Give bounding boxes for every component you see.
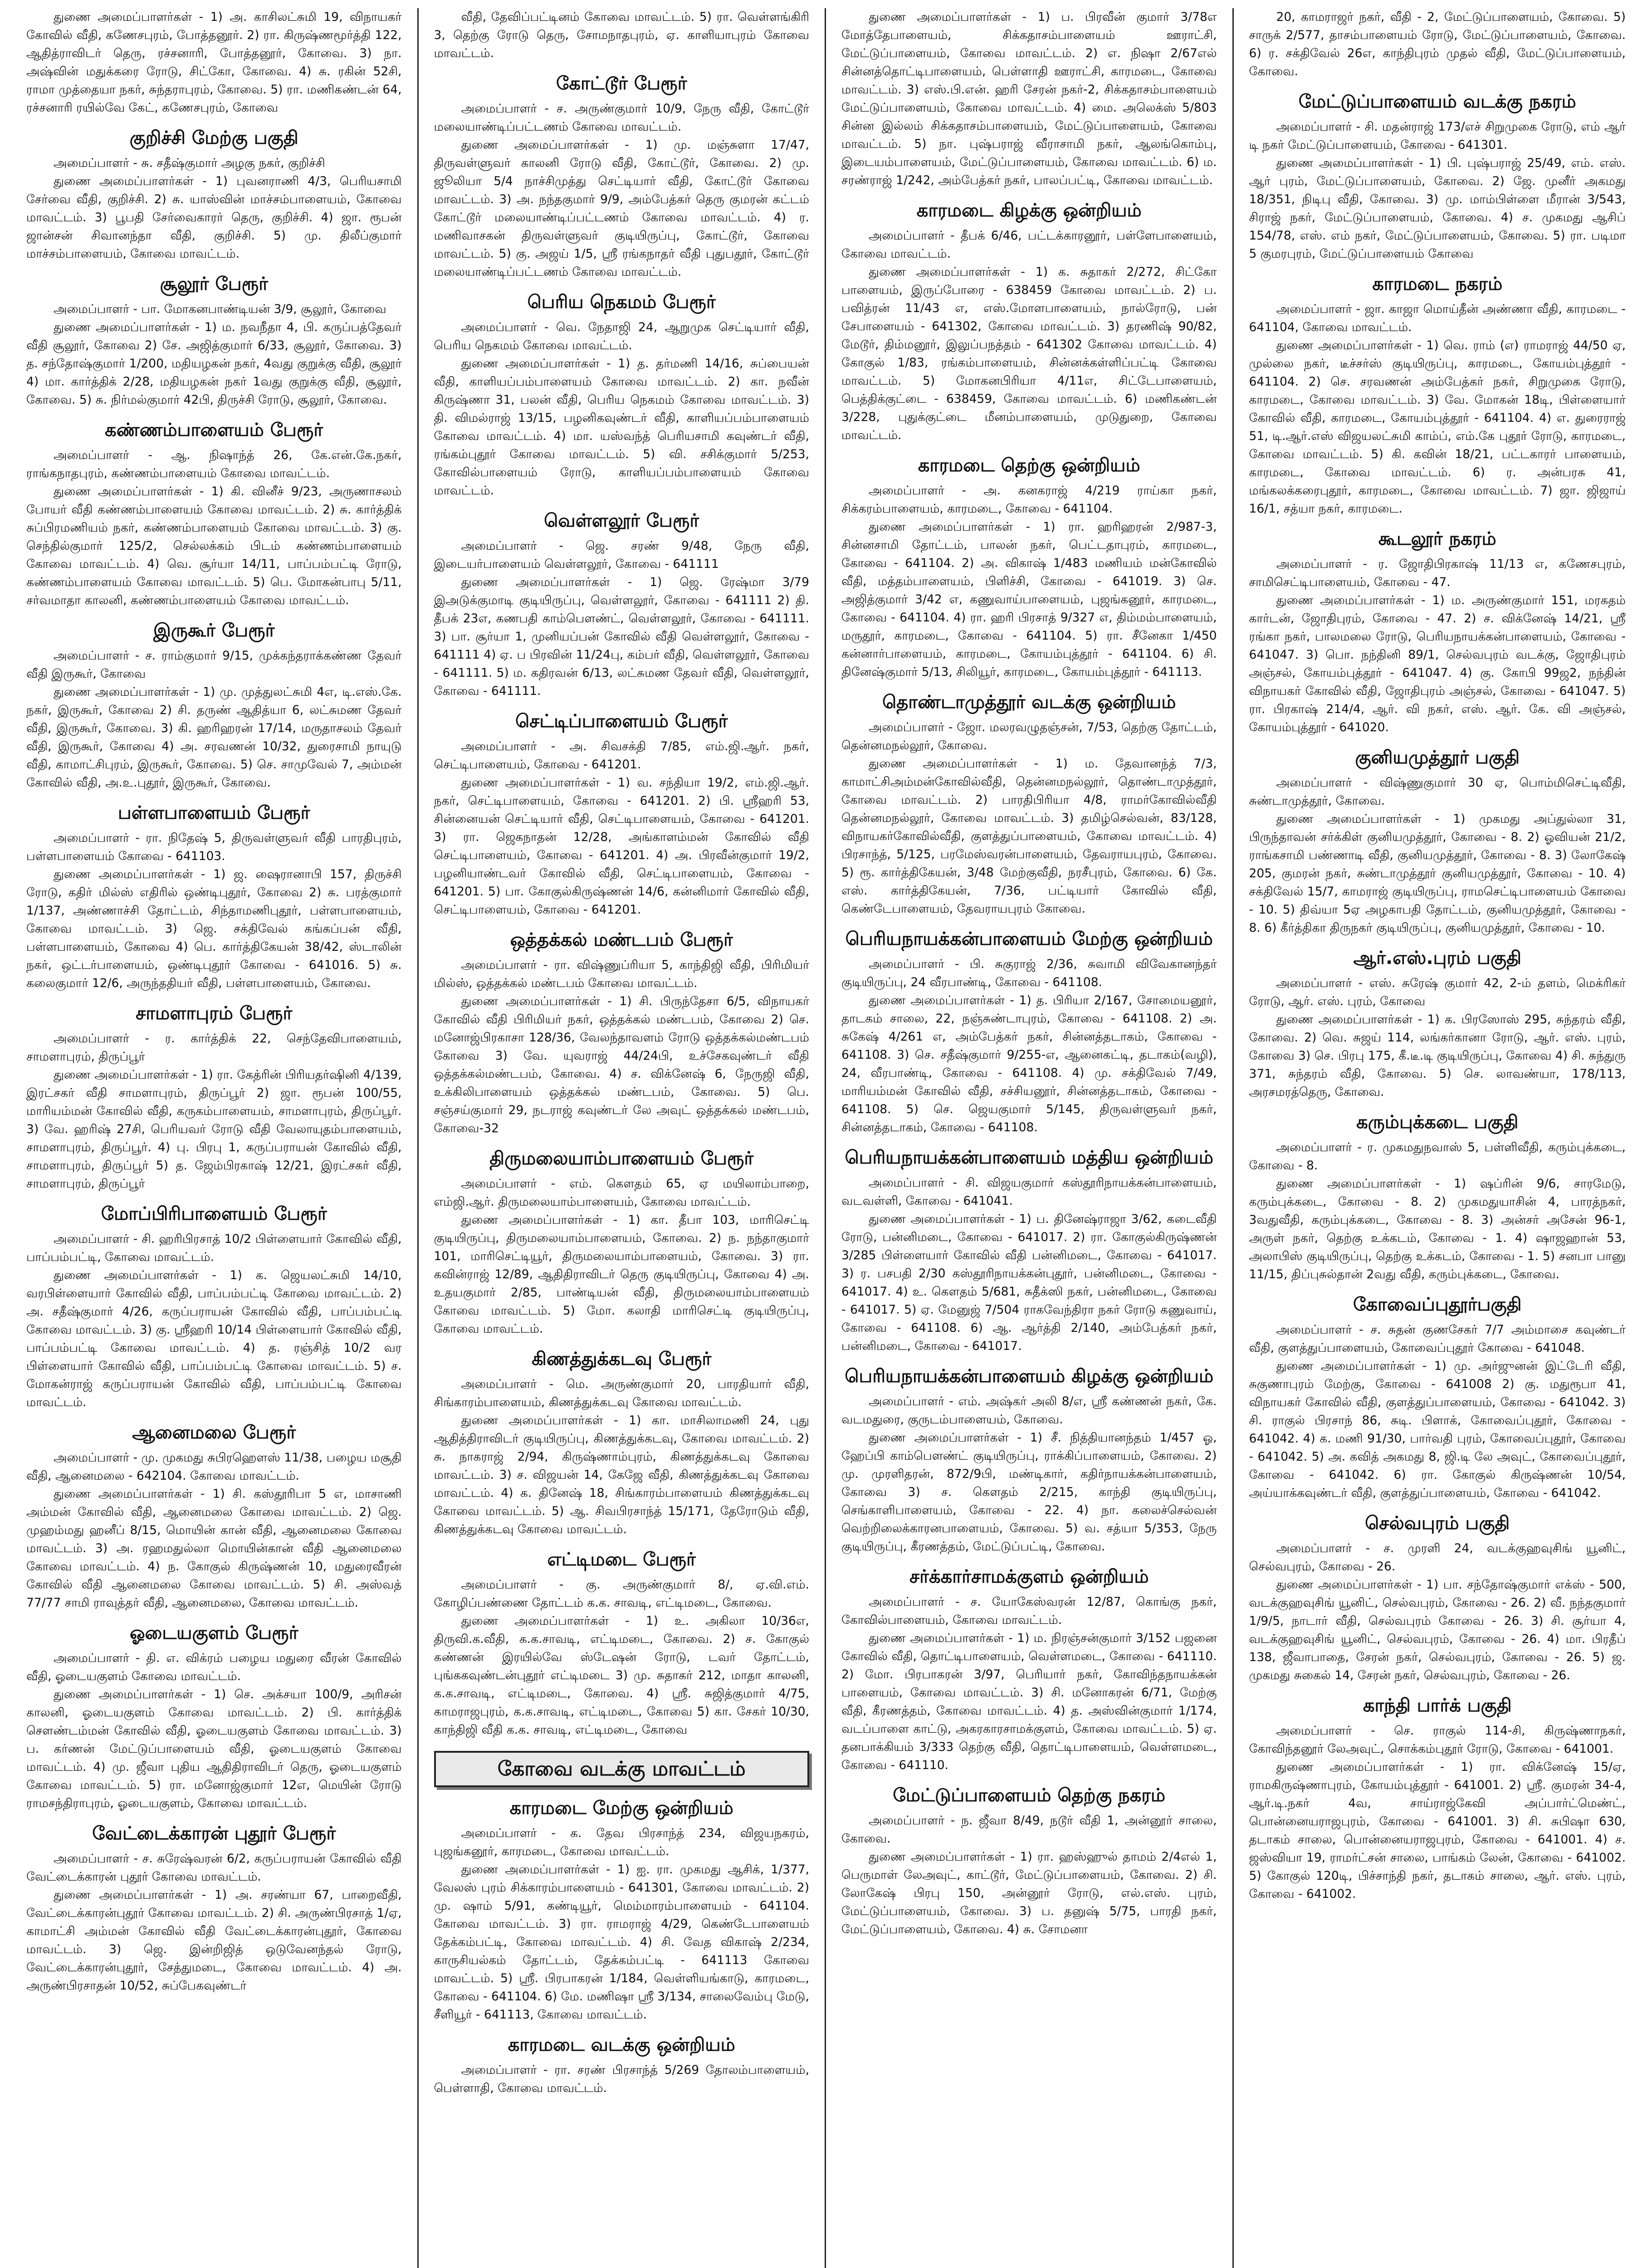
section-title: செல்வபுரம் பகுதி (1365, 1513, 1510, 1534)
paragraph: துணை அமைப்பாளர்கள் - 1) சி. கஸ்தூரிபா 5 எ, மாசாணி அம்மன் கோவில் வீதி, ஆனைமலை கோவை மாவட்டம். 2) ஜெ. முஹம்மது ஹனீப் 8/15, மொயின் கான் வீதி, ஆனைமலை கோவை மாவட்டம். 3) அ. ரஹமதுல்லா மொயின்கான் வீதி ஆனைமலை கோவை மாவட்டம். 4) ந. கோகுல் கிருஷ்ணன் 10, மதுரைவீரன் கோவில் வீதி ஆனைமலை கோவை மாவட்டம். 5) சி. அஸ்வத் 77/77 சாமி ராவுத்தர் வீதி, ஆனைமலை, கோவை மாவட்டம். (26, 1487, 402, 1610)
paragraph: துணை அமைப்பாளர்கள் - 1) செ. அக்சயா 100/9, அரிசன் காலனி, ஓடையகுளம் கோவை மாவட்டம். 2) பி. கார்த்திக் சௌண்டம்மன் கோவில் வீதி, ஓடையகுளம் கோவை மாவட்டம். 3) ப. கர்ணன் மேட்டுப்பாளையம் வீதி, ஓடையகுளம் கோவை மாவட்டம். 4) மு. ஜீவா புதிய ஆதிதிராவிடர் தெரு, ஓடையகுளம் கோவை மாவட்டம். 5) ரா. மனோஜ்குமார் 12எ, மெயின் ரோடு ராமசந்திராபுரம், ஓடையகுளம், கோவை மாவட்டம். (26, 1687, 402, 1810)
paragraph: அமைப்பாளர் - சி. ஹரிபிரசாத் 10/2 பிள்ளையார் கோவில் வீதி, பாப்பம்பட்டி, கோவை மாவட்டம். (26, 1232, 402, 1264)
section-title: காரமடை தெற்கு ஒன்றியம் (918, 455, 1140, 476)
paragraph: துணை அமைப்பாளர்கள் - 1) ஐ. ரா. முகமது ஆசிக், 1/377, வேலஸ் புரம் சிக்காரம்பாளையம் - 641301, கோவை மாவட்டம். 2) மு. ஷாம் 5/91, கண்டியூர், மெம்மாரம்பாளையம் - 641104. கோவை மாவட்டம். 3) ரா. ராமராஜ் 4/29, கெண்டேபாளையம் தேக்கம்பட்டி, கோவை மாவட்டம். 4) சி. வேத விகாஷ் 2/234, காருசியல்கம் தோட்டம், தேக்கம்பட்டி - 641113 கோவை மாவட்டம். 5) ஸ்ரீ. பிரபாகரன் 1/184, வெள்ளியங்காடு, காரமடை, கோவை - 641104. 6) மே. மணிஷா ஸ்ரீ 3/134, சாலைவேம்பு மேடு, சீளியூர் - 641113, கோவை மாவட்டம். (434, 1862, 809, 2022)
section-title: மேட்டுப்பாளையம் தெற்கு நகரம் (893, 1785, 1166, 1806)
section-title: செட்டிப்பாளையம் பேரூர் (515, 711, 728, 732)
paragraph: துணை அமைப்பாளர்கள் - 1) ரா. கேத்ரின் பிரியதர்ஷினி 4/139, இரட்சகர் வீதி சாமளாபுரம், திருப்பூர் 2) ஜா. ரூபன் 100/55, மாரியம்மன் கோவில் வீதி, கருகம்பாளையம், சாமளாபுரம், திருப்பூர். 3) வே. ஹரிஷ் 27சி, பெரியவர் ரோடு வீதி வேலாயுதம்பாளையம், சாமளாபுரம், திருப்பூர். 4) பு. பிரபு 1, கருப்பராயன் கோவில் வீதி, சாமளாபுரம், திருப்பூர் 5) த. ஜேம்பிரகாஷ் 12/21, இரட்சகர் வீதி, சாமளாபுரம், திருப்பூர் (26, 1068, 402, 1191)
section-title: ஆர்.எஸ்.புரம் பகுதி (1353, 948, 1521, 968)
paragraph: அமைப்பாளர் - ஜா. காஜா மொய்தீன் அண்ணா வீதி, காரமடை - 641104, கோவை மாவட்டம். (1249, 302, 1626, 334)
paragraph: துணை அமைப்பாளர்கள் - 1) அ. சரண்யா 67, பாறைவீதி, வேட்டைக்காரன்புதூர் கோவை மாவட்டம். 2) சி. அருண்பிரசாத் 1/ஏ, காமாட்சி அம்மன் கோவில் வீதி வேட்டைக்காரன்புதூர், கோவை மாவட்டம். 3) ஜெ. இன்றிஜித் ஒடுவேனந்தல் ரோடு, வேட்டைக்காரன்புதூர், சேத்துமடை, கோவை மாவட்டம். 4) அ. அருண்பிரசாதன் 10/52, சுப்பேகவுண்டர் (26, 1888, 402, 1993)
paragraph: துணை அமைப்பாளர்கள் - 1) சீ. நித்தியானந்தம் 1/457 ஓ, ஹேப்பி காம்பௌண்ட் குடியிருப்பு, ராக்கிப்பாளையம், கோவை. 2) மு. முரளிதரன், 872/9பி, மண்டிகார், கதிர்நாயக்கன்பாளையம், கோவை 3) ச. கௌதம் 2/215, காந்தி குடியிருப்பு, செங்காளிபாளையம், கோவை - 22. 4) நா. கலைச்செல்வன் வெற்றிலைக்காரனபாளையம், கோவை. 5) வ. சத்யா 5/353, நேரு குடியிருப்பு, கீரணத்தம், மேட்டுப்பட்டி, கோவை. (841, 1431, 1217, 1554)
section-title: சர்க்கார்சாமக்குளம் ஒன்றியம் (909, 1566, 1149, 1587)
column-3 (826, 8, 1234, 2268)
paragraph: 20, காமராஜர் நகர், வீதி - 2, மேட்டுப்பாளையம், கோவை. 5) சாருக் 2/577, தாசம்பாளையம் ரோடு, மேட்டுப்பாளையம், கோவை. 6) ர. சக்திவேல் 26எ, காந்திபுரம் முதல் வீதி, மேட்டுப்பாளையம், கோவை. (1249, 10, 1626, 78)
section-title: தொண்டாமுத்தூர் வடக்கு ஒன்றியம் (882, 692, 1176, 713)
paragraph: அமைப்பாளர் - சி. விஜயகுமார் கஸ்தூரிநாயக்கன்பாளையம், வடவள்ளி, கோவை - 641041. (841, 1176, 1217, 1208)
paragraph: துணை அமைப்பாளர்கள் - 1) மு. அர்ஜுனன் இட்டேரி வீதி, சுகுணாபுரம் மேற்கு, கோவை - 641008 2) கு. மதுரூபா 41, விநாயகர் கோவில் வீதி, குளத்துப்பாளையம், கோவை - 641042. 3) சி. ராகுல் பிரசாந் 86, சுடி. பிளாக், கோவைப்புதூர், கோவை - 641042. 4) க. மணி 91/30, பார்வதி புரம், கோவைப்புதூர், கோவை - 641042. 5) அ. கவித் அகமது 8, ஜி.டி லே அவுட், கோவைப்புதூர், கோவை - 641042. 6) ரா. கோகுல் கிருஷ்ணன் 10/54, அய்யாக்கவுண்டர் வீதி, குளத்துப்பாளையம், கோவை - 641042. (1249, 1359, 1626, 1500)
paragraph: துணை அமைப்பாளர்கள் - 1) கி. வினீச் 9/23, அருணாசலம் போயர் வீதி கண்ணம்பாளையம் கோவை மாவட்டம். 2) சு. கார்த்திக் சுப்பிரமணியம் நகர், கண்ணம்பாளையம் கோவை மாவட்டம். 3) கு. செந்தில்குமார் 125/2, செல்லக்கம் பிடம் கண்ணம்பாளையம் கோவை மாவட்டம். 4) வெ. சூர்யா 14/11, பாப்பம்பட்டி ரோடு, கண்ணம்பாளையம் கோவை மாவட்டம். 5) பெ. மோகன்பாபு 5/11, சர்வமாதா காலனி, கண்ணம்பாளையம் கோவை மாவட்டம். (26, 484, 402, 607)
paragraph: அமைப்பாளர் - ரா. சரண் பிரசாந்த் 5/269 தோலம்பாளையம், பெள்ளாதி, கோவை மாவட்டம். (434, 2063, 809, 2095)
paragraph: துணை அமைப்பாளர்கள் - 1) த. பிரியா 2/167, சோமையனூர், தாடகம் சாலை, 22, நஞ்சுண்டாபுரம், கோவை - 641108. 2) அ. சுகேஷ் 4/261 எ, அம்பேத்கர் நகர், சின்னத்தடாகம், கோவை - 641108. 3) செ. சதீஷ்குமார் 9/255-எ, ஆனைகட்டி, தடாகம்(வழி), 24, வீரபாண்டி, கோவை - 641108. 4) மு. சக்திவேல் 7/49, மாரியம்மன் கோவில் வீதி, சச்சியனூர், சின்னத்தடாகம், கோவை - 641108. 5) செ. ஜெயகுமார் 5/145, திருவள்ளுவர் நகர், சின்னத்தடாகம், கோவை - 641108. (841, 993, 1217, 1134)
paragraph: துணை அமைப்பாளர்கள் - 1) ரா. விக்னேஷ் 15/ஏ, ராமகிருஷ்ணாபுரம், கோயம்புத்தூர் - 641001. 2) ஸ்ரீ. குமரன் 34-4, ஆர்.டி.நகர் 4வ, சாய்ராஜ்கேவி அப்பார்ட்மெண்ட், பொன்னையராஜபுரம், கோவை - 641001. 3) சி. சுபிஷா 630, தடாகம் சாலை, பொன்னையராஜபுரம், கோவை - 641001. 4) ச. ஜஸ்வியா 19, ராமர்ட்சன் சாலை, பாங்கம் லேன், கோவை - 641002. 5) கோகுல் 120டி, பிச்சாந்தி நகர், தடாகம் சாலை, ஆர். எஸ். புரம், கோவை - 641002. (1249, 1760, 1626, 1901)
section-title: கரும்புக்கடை பகுதி (1356, 1112, 1519, 1133)
section-title: சூலூர் பேரூர் (160, 274, 269, 294)
paragraph: துணை அமைப்பாளர்கள் - 1) ரா. ஹஸ்ஹுல் தாமம் 2/4எல் 1, பெருமாள் லேஅவுட், காட்டூர், மேட்டுப்பாளையம், கோவை. 2) சி. லோகேஷ் பிரபு 150, அன்னூர் ரோடு, எல்.எஸ். புரம், மேட்டுப்பாளையம், கோவை. 3) ப. தனுஷ் 5/75, பாரதி நகர், மேட்டுப்பாளையம், கோவை. 4) சு. சோமனா (841, 1850, 1217, 1936)
section-title: பெரியநாயக்கன்பாளையம் மேற்கு ஒன்றியம் (845, 929, 1213, 949)
paragraph: துணை அமைப்பாளர்கள் - 1) கா. மாசிலாமணி 24, புது ஆதித்திராவிடர் குடியிருப்பு, கிணத்துக்கடவு, கோவை மாவட்டம். 2) சு. நாகராஜ் 2/94, கிருஷ்ணாம்புரம், கிணத்துக்கடவு கோவை மாவட்டம். 3) ச. விஜயன் 14, கேஜே வீதி, கிணத்துக்கடவு கோவை மாவட்டம். 4) க. தினேஷ் 18, சிங்காரம்பாளையம் கிணத்துக்கடவு கோவை மாவட்டம். 5) ஆ. சிவபிரசாந்த் 15/171, தேரோடும் வீதி, கிணத்துக்கடவு கோவை மாவட்டம். (434, 1413, 809, 1536)
paragraph: துணை அமைப்பாளர்கள் - 1) ரா. ஹரிஹரன் 2/987-3, சின்னசாமி தோட்டம், பாலன் நகர், பெட்டதாபுரம், காரமடை, கோவை - 641104. 2) அ. விகாஷ் 1/483 மணியம் மன்கோவில் வீதி, மத்தம்பாளையம், பிளிச்சி, கோவை - 641019. 3) செ. அஜித்குமார் 3/42 எ, கணுவாய்பாளையம், புஜங்கனூர், காரமடை, கோவை - 641104. 4) ரா. ஹரி பிரசாத் 9/327 எ, திம்மம்பாளையம், மருதூர், காரமடை, கோவை - 641104. 5) ரா. சீனேகா 1/450 கன்னார்பாளையம், காரமடை, கோயம்புத்தூர் - 641104. 6) சி. தினேஷ்குமார் 5/13, சிலியூர், காரமடை, கோயம்புத்தூர் - 641113. (841, 520, 1217, 679)
section-title: பெரியநாயக்கன்பாளையம் கிழக்கு ஒன்றியம் (845, 1366, 1214, 1387)
paragraph: துணை அமைப்பாளர்கள் - 1) வ. சந்தியா 19/2, எம்.ஜி.ஆர். நகர், செட்டிபாளையம், கோவை - 641201. 2) பி. ஸ்ரீஹரி 53, சின்னையன் செட்டியார் வீதி, செட்டிபாளையம், கோவை - 641201. 3) ரா. ஜெகநாதன் 12/28, அங்காளம்மன் கோவில் வீதி செட்டிபாளையம், கோவை - 641201. 4) அ. பிரவீன்குமார் 19/2, பழனியாண்டவர் கோவில் வீதி, செட்டிபாளையம், கோவை - 641201. 5) பா. கோகுல்கிருஷ்ணன் 14/6, கன்னிமார் கோவில் வீதி, செட்டிபாளையம், கோவை - 641201. (434, 776, 809, 917)
paragraph: அமைப்பாளர் - கு. அருண்குமார் 8/, ஏ.வி.எம். கோழிப்பண்ணை தோட்டம் க.க. சாவடி, எட்டிமடை, கோவை. (434, 1578, 809, 1610)
paragraph: துணை அமைப்பாளர்கள் - 1) மு. முத்துலட்சுமி 4எ, டி.எஸ்.கே. நகர், இருகூர், கோவை 2) சி. தருண் ஆதித்யா 6, லட்சுமண தேவர் வீதி, இருகூர், கோவை. 3) கி. ஹரிஹரன் 17/14, மருதாசலம் தேவர் வீதி, இருகூர், கோவை 4) அ. சரவணன் 10/32, துரைசாமி நாயுடு வீதி, காமாட்சிபுரம், இருகூர், கோவை. 5) செ. சாமுவேல் 7, அம்மன் கோவில் வீதி, அ.உ.புதூர், இருகூர், கோவை. (26, 685, 402, 790)
section-title: கிணத்துக்கடவு பேரூர் (532, 1349, 712, 1369)
paragraph: துணை அமைப்பாளர்கள் - 1) க. ஜெயலட்சுமி 14/10, வரபிள்ளையார் கோவில் வீதி, பாப்பம்பட்டி கோவை மாவட்டம். 2) அ. சதீஷ்குமார் 4/26, கருப்பராயன் கோவில் வீதி, பாப்பம்பட்டி கோவை மாவட்டம். 3) கு. ஸ்ரீஹரி 10/14 பிள்ளையார் கோவில் வீதி, பாப்பம்பட்டி கோவை மாவட்டம். 4) த. ரஞ்சித் 10/2 வர பிள்ளையார் கோவில் வீதி, பாப்பம்பட்டி கோவை மாவட்டம். 5) ச. மோகன்ராஜ் கருப்பராயன் கோவில் வீதி, பாப்பம்பட்டி கோவை மாவட்டம். (26, 1268, 402, 1409)
paragraph: துணை அமைப்பாளர்கள் - 1) ம. தேவானந்த் 7/3, காமாட்சிஅம்மன்கோவில்வீதி, தென்னமநல்லூர், தொண்டாமுத்தூர், கோவை மாவட்டம். 2) பாரதிபிரியா 4/8, ராமர்கோவில்வீதி தென்னமநல்லூர், கோவை மாவட்டம். 3) தமிழ்செல்வன், 83/128, விநாயகர்கோவில்வீதி, குளத்துப்பாளையம், கோவை மாவட்டம். 4) பிரசாந்த், 5/125, பரமேஸ்வரன்பாளையம், தேவராயபுரம், கோவை. 5) ரூ. கார்த்திகேயன், 3/48 மேற்குவீதி, நரசீபுரம், கோவை. 6) கே. எஸ். கார்த்திகேயன், 7/36, பட்டியார் கோவில் வீதி, கெண்டேபாளையம், தேவராயபுரம் கோவை. (841, 757, 1217, 916)
section-title: சாமளாபுரம் பேரூர் (136, 1003, 293, 1024)
paragraph: அமைப்பாளர் - ச. அருண்குமார் 10/9, நேரு வீதி, கோட்டூர் மலையாண்டிப்பட்டணம் கோவை மாவட்டம். (434, 102, 809, 134)
paragraph: அமைப்பாளர் - ரா. நிதேஷ் 5, திருவள்ளுவர் வீதி பாரதிபுரம், பள்ளபாளையம் கோவை - 641103. (26, 831, 402, 863)
column-1 (11, 8, 419, 2268)
paragraph: அமைப்பாளர் - ச. சுதன் குணசேகர் 7/7 அம்மாசை கவுண்டர் வீதி, குளத்துப்பாளையம், கோவைப்புதூர் கோவை - 641048. (1249, 1323, 1626, 1355)
paragraph: துணை அமைப்பாளர்கள் - 1) ஷப்ரின் 9/6, சாரமேடு, கரும்புக்கடை, கோவை - 8. 2) முகமதுயாசின் 4, பாரத்நகர், 3வதுவீதி, கரும்புக்கடை, கோவை - 8. 3) அன்சர் அசேன் 96-1, அருள் நகர், தெற்கு உக்கடம், கோவை - 1. 4) ஷாஜஹான் 53, அலாபிஸ் குடியிருப்பு, தெற்கு உக்கடம், கோவை - 1. 5) சனபா பானு 11/15, திப்புசுல்தான் 2வது வீதி, கரும்புக்கடை, கோவை. (1249, 1177, 1626, 1281)
paragraph: துணை அமைப்பாளர்கள் - 1) ப. பிரவீன் குமார் 3/78எ மோத்தேபாளையம், சிக்கதாசம்பாளையம் ஊராட்சி, மேட்டுப்பாளையம், கோவை மாவட்டம். 2) எ. நிஷா 2/67எல் சின்னத்தொட்டிபாளையம், பெள்ளாதி ஊராட்சி, காரமடை, கோவை மாவட்டம். 3) எஸ்.பி.என். ஹரி சேரன் நகர்-2, சிக்கதாசம்பாளையம் மேட்டுப்பாளையம், கோவை மாவட்டம். 4) மை. அலெக்ஸ் 5/803 சின்ன இல்லம் சிக்கதாசம்பாளையம், மேட்டுப்பாளையம், கோவை மாவட்டம். 5) நா. புஷ்பராஜ் வீராசாமி நகர், ஆலங்கொம்பு, இடையம்பாளையம், மேட்டுப்பாளையம், கோவை மாவட்டம். 6) ம. சரண்ராஜ் 1/242, அம்பேத்கர் நகர், பாலப்பட்டி, கோவை மாவட்டம். (841, 10, 1217, 187)
section-title: காரமடை கிழக்கு ஒன்றியம் (916, 200, 1142, 221)
paragraph: அமைப்பாளர் - ரா. விஷ்ணுப்ரியா 5, காந்திஜி வீதி, பிரிமியர் மில்ஸ், ஒத்தக்கல் மண்டபம் கோவை மாவட்டம். (434, 958, 809, 990)
paragraph: அமைப்பாளர் - செ. ராகுல் 114-சி, கிருஷ்ணாநகர், கோவிந்தனூர் லேஅவுட், சொக்கம்புதூர் ரோடு, கோவை - 641001. (1249, 1724, 1626, 1756)
paragraph: அமைப்பாளர் - அ. சிவசக்தி 7/85, எம்.ஜி.ஆர். நகர், செட்டிபாளையம், கோவை - 641201. (434, 739, 809, 772)
paragraph: அமைப்பாளர் - விஷ்ணுகுமார் 30 ஏ, பொம்மிசெட்டிவீதி, சுண்டாமுத்தூர், கோவை. (1249, 776, 1626, 808)
section-title: கூடலூர் நகரம் (1378, 528, 1496, 549)
section-title: குறிச்சி மேற்கு பகுதி (129, 127, 298, 148)
paragraph: துணை அமைப்பாளர்கள் - 1) புவனராணி 4/3, பெரியசாமி சேர்வை வீதி, குறிச்சி. 2) சு. யாஸ்வின் மாச்சம்பாளையம், கோவை மாவட்டம். 3) பூபதி சேர்வைகாரர் தெரு, குறிச்சி. 4) ஜா. ரூபன் ஜான்சன் சிவானந்தா வீதி, குறிச்சி. 5) மு. திலீப்குமார் மாச்சம்பாளையம், கோவை மாவட்டம். (26, 174, 402, 261)
section-title: ஓடையகுளம் பேரூர் (129, 1623, 298, 1643)
paragraph: அமைப்பாளர் - ஜோ. மலரவழுதஞ்சன், 7/53, தெற்கு தோட்டம், தென்னமநல்லூர், கோவை. (841, 720, 1217, 753)
paragraph: அமைப்பாளர் - தீபக் 6/46, பட்டக்காரனூர், பள்ளேபாளையம், கோவை மாவட்டம். (841, 229, 1217, 261)
section-title: திருமலையாம்பாளையம் பேரூர் (489, 1148, 754, 1169)
paragraph: அமைப்பாளர் - ந. ஜீவா 8/49, நடூர் வீதி 1, அன்னூர் சாலை, கோவை. (841, 1813, 1217, 1846)
paragraph: துணை அமைப்பாளர்கள் - 1) த. தர்மணி 14/16, சுப்பையன் வீதி, காளியப்பம்பாளையம் கோவை மாவட்டம். 2) கா. நவீன் கிருஷ்ணா 31, பலன் வீதி, பெரிய நெகமம் கோவை மாவட்டம். 3) தி. விமல்ராஜ் 13/15, பழனிகவுண்டர் வீதி, காளியப்பம்பாளையம் கோவை மாவட்டம். 4) மா. யஸ்வந்த் பெரியசாமி கவுண்டர் வீதி, ரங்கம்புதூர் கோவை மாவட்டம். 5) வி. சசிக்குமார் 5/253, கோவில்பாளையம் ரோடு, காளியப்பம்பாளையம் கோவை மாவட்டம். (434, 357, 809, 498)
section-title: ஒத்தக்கல் மண்டபம் பேரூர் (510, 929, 733, 950)
paragraph: வீதி, தேவிப்பட்டினம் கோவை மாவட்டம். 5) ரா. வெள்ளங்கிரி 3, தெற்கு ரோடு தெரு, சோமநாதபுரம், ஏ. காளியாபுரம் கோவை மாவட்டம். (434, 10, 809, 60)
paragraph: துணை அமைப்பாளர்கள் - 1) க. பிரஸோஸ் 295, சுந்தரம் வீதி, கோவை. 2) வெ. சுஜய் 114, லங்கர்கானா ரோடு, ஆர். எஸ். புரம், கோவை 3) செ. பிரபு 175, கீ.டீ.டி குடியிருப்பு, கோவை 4) சி. சுந்துரு 371, சுந்தரம் வீதி, கோவை. 5) செ. லாவண்யா, 178/113, அரசமரத்தெரு, கோவை. (1249, 1012, 1626, 1099)
paragraph: துணை அமைப்பாளர்கள் - 1) ம. அருண்குமார் 151, மரகதம் கார்டன், ஜோதிபுரம், கோவை - 47. 2) ச. விக்னேஷ் 14/21, ஸ்ரீ ரங்கா நகர், பாலமலை ரோடு, பெரியநாயக்கன்பாளையம், கோவை - 641047. 3) பொ. நந்தினி 89/1, செல்வபுரம் வடக்கு, ஜோதிபுரம் அஞ்சல், கோயம்புத்தூர் - 641047. 4) கு. கோபி 99ஜ2, நந்தின் விநாயகர் கோவில் வீதி, ஜோதிபுரம் அஞ்சல், கோவை - 641047. 5) ரா. பிரகாஷ் 214/4, ஆர். வி நகர், எஸ். ஆர். கே. வி அஞ்சல், கோயம்புத்தூர் - 641020. (1249, 593, 1626, 734)
paragraph: அமைப்பாளர் - எம். அஷ்கர் அலி 8/எ, ஸ்ரீ கண்ணன் நகர், கே. வடமதுரை, குருடம்பாளையம், கோவை. (841, 1394, 1217, 1427)
paragraph: அமைப்பாளர் - ஜெ. சரண் 9/48, நேரு வீதி, இடையர்பாளையம் வெள்ளலூர், கோவை - 641111 (434, 539, 809, 571)
paragraph: அமைப்பாளர் - எஸ். சுரேஷ் குமார் 42, 2-ம் தளம், மெக்ரிகர் ரோடு, ஆர். எஸ். புரம், கோவை (1249, 976, 1626, 1008)
paragraph: அமைப்பாளர் - ச. யோகேஸ்வரன் 12/87, கொங்கு நகர், கோவில்பாளையம், கோவை மாவட்டம். (841, 1595, 1217, 1627)
paragraph: அமைப்பாளர் - ர. கார்த்திக் 22, செந்தேவிபாளையம், சாமளாபுரம், திருப்பூர் (26, 1031, 402, 1064)
paragraph: துணை அமைப்பாளர்கள் - 1) ஜெ. ரேஷ்மா 3/79 இஅடுக்குமாடி குடியிருப்பு, வெள்ளலூர், கோவை - 641111 2) தி. தீபக் 23எ, கணபதி காம்பௌண்ட், வெள்ளலூர், கோவை - 641111. 3) பா. சூர்யா 1, முனியப்பன் கோவில் வீதி வெள்ளலூர், கோவை - 641111 4) ஏ. ப பிரவின் 11/24பு, கம்பர் வீதி, வெள்ளலூர், கோவை - 641111. 5) ம. கதிரவன் 6/13, லட்சுமண தேவர் வீதி, வெள்ளலூர், கோவை - 641111. (434, 575, 809, 698)
section-title: வேட்டைக்காரன் புதூர் பேரூர் (92, 1823, 336, 1844)
section-title: எட்டிமடை பேரூர் (547, 1549, 696, 1570)
paragraph: அமைப்பாளர் - ச. முரளி 24, வடக்குஹவுசிங் யூனிட், செல்வபுரம், கோவை - 26. (1249, 1541, 1626, 1574)
section-title: இருகூர் பேரூர் (153, 620, 275, 641)
paragraph: துணை அமைப்பாளர்கள் - 1) ஜ. ஷைரானாபி 157, திருச்சி ரோடு, கதிர் மில்ஸ் எதிரில் ஒண்டிபுதூர், கோவை 2) சு. பரத்குமார் 1/137, அண்ணாச்சி தோட்டம், சிந்தாமணிபுதூர், பள்ளபாளையம், கோவை மாவட்டம். 3) ஜெ. சக்திவேல் கங்கப்பன் வீதி, பள்ளபாளையம், கோவை 4) பெ. கார்த்திகேயன் 38/42, ஸ்டாலின் நகர், ஒட்டர்பாளையம், ஒண்டிபுதூர் கோவை - 641016. 5) சு. கலைகுமார் 12/6, அருந்ததியர் வீதி, பள்ளபாளையம், கோவை. (26, 867, 402, 990)
paragraph: அமைப்பாளர் - மெ. அருண்குமார் 20, பாரதியார் வீதி, சிங்காரம்பாளையம், கிணத்துக்கடவு கோவை மாவட்டம். (434, 1377, 809, 1409)
paragraph: அமைப்பாளர் - அ. கனகராஜ் 4/219 ராய்கா நகர், சிக்கரம்பாளையம், காரமடை, கோவை - 641104. (841, 484, 1217, 516)
paragraph: துணை அமைப்பாளர்கள் - 1) முகமது அப்துல்லா 31, பிருந்தாவன் சர்க்கிள் குனியமுத்தூர், கோவை - 8. 2) ஓவியன் 21/2, ராங்கசாமி பண்ணாடி வீதி, குனியமுத்தூர், கோவை - 8. 3) லோகேஷ் 205, குமரன் நகர், சுண்டாமுத்தூர் குனியமுத்தூர், கோவை - 10. 4) சக்திவேல் 15/7, காமராஜ் குடியிருப்பு, ராமசெட்டிபாளையம் கோவை - 10. 5) திவ்யா 5ஏ அழகாபதி தோட்டம், குனியமுத்தூர், கோவை - 8. 6) கீர்த்திகா திருநகர் குடியிருப்பு, குனியமுத்தூர், கோவை - 10. (1249, 812, 1626, 935)
paragraph: அமைப்பாளர் - க. தேவ பிரசாந்த் 234, விஜயநகரம், புஜங்கனூர், காரமடை, கோவை மாவட்டம். (434, 1826, 809, 1858)
paragraph: துணை அமைப்பாளர்கள் - 1) பி. புஷ்பராஜ் 25/49, எம். எஸ். ஆர் புரம், மேட்டுப்பாளையம், கோவை. 2) ஜே. முனீர் அகமது 18/351, நிடிபு வீதி, கோவை. 3) மு. மாம்பிள்ளை மீரான் 3/543, சிராஜ் நகர், மேட்டுப்பாளையம், கோவை. 4) ச. முகமது ஆசிப் 154/78, எஸ். எம் நகர், மேட்டுப்பாளையம், கோவை. 5) ரா. படிமா 5 குமரபுரம், மேட்டுப்பாளையம் கோவை (1249, 156, 1626, 261)
section-title: காந்தி பார்க் பகுதி (1363, 1695, 1512, 1716)
paragraph: அமைப்பாளர் - ர. முகமதுநவாஸ் 5, பள்ளிவீதி, கரும்புக்கடை, கோவை - 8. (1249, 1140, 1626, 1173)
paragraph: துணை அமைப்பாளர்கள் - 1) கா. தீபா 103, மாரிசெட்டி குடியிருப்பு, திருமலையாம்பாளையம், கோவை. 2) ந. நந்தாகுமார் 101, மாரிசெட்டியூர், திருமலையாம்பாளையம், கோவை. 3) ரா. கவின்ராஜ் 12/89, ஆதிதிராவிடர் தெரு குடியிருப்பு, கோவை 4) அ. உதயகுமார் 2/85, பாண்டியன் வீதி, திருமலையாம்பாளையம் கோவை மாவட்டம். 5) மோ. கலாதி மாரிசெட்டி குடியிருப்பு, கோவை மாவட்டம். (434, 1213, 809, 1336)
section-title: காரமடை மேற்கு ஒன்றியம் (509, 1798, 733, 1818)
section-title: பள்ளபாளையம் பேரூர் (117, 802, 310, 823)
paragraph: அமைப்பாளர் - ச. சுரேஷ்வரன் 6/2, கருப்பராயன் கோவில் வீதி வேட்டைக்காரன் புதூர் கோவை மாவட்டம். (26, 1852, 402, 1884)
section-title: மோப்பிரிபாளையம் பேரூர் (101, 1203, 327, 1224)
section-title: மேட்டுப்பாளையம் வடக்கு நகரம் (1298, 91, 1576, 112)
column-4 (1234, 8, 1642, 2268)
section-title: காரமடை நகரம் (1372, 274, 1503, 294)
paragraph: அமைப்பாளர் - எம். கௌதம் 65, ஏ மயிலாம்பாறை, எம்ஜி.ஆர். திருமலையாம்பாளையம், கோவை மாவட்டம். (434, 1177, 809, 1209)
paragraph: துணை அமைப்பாளர்கள் - 1) வெ. ராம் (எ) ராமராஜ் 44/50 ஏ, முல்லை நகர், டீச்சர்ஸ் குடியிருப்பு, காரமடை, கோயம்புத்தூர் - 641104. 2) செ. சரவணன் அம்பேத்கர் நகர், சிறுமுகை ரோடு, காரமடை, கோவை மாவட்டம். 3) வே. மோகன் 18டி, பிள்ளையார் கோவில் வீதி, காரமடை, கோயம்புத்தூர் - 641104. 4) எ. துரைராஜ் 51, டி.ஆர்.எஸ் விஜயலட்சுமி காம்ப், எம்.கே புதூர் ரோடு, காரமடை, கோவை மாவட்டம். 5) கி. கவின் 18/21, பட்டகாரர் பாளையம், காரமடை, கோவை மாவட்டம். 6) ர. அன்பரசு 41, மங்கலக்கரைபுதூர், காரமடை, கோவை மாவட்டம். 7) ஜா. ஜிஜாய் 16/1, சத்யா நகர், காரமடை. (1249, 338, 1626, 516)
paragraph: அமைப்பாளர் - ஆ. நிஷாந்த் 26, கே.என்.கே.நகர், ராங்கநாதபுரம், கண்ணம்பாளையம் கோவை மாவட்டம். (26, 448, 402, 480)
paragraph: துணை அமைப்பாளர்கள் - 1) மு. மஞ்சுளா 17/47, திருவள்ளுவர் காலனி ரோடு வீதி, கோட்டூர், கோவை. 2) மு. ஜூலியா 5/4 நாச்சிமுத்து செட்டியார் வீதி, கோட்டூர் கோவை மாவட்டம். 3) அ. நந்தகுமார் 9/9, அம்பேத்கர் தெரு குமரன் கட்டம் கோட்டூர் மலையாண்டிப்பட்டணம் கோவை மாவட்டம். 4) ர. மணிவாசகன் திருவள்ளுவர் குடியிருப்பு, கோட்டூர், கோவை மாவட்டம். 5) கு. அஜய் 1/5, ஸ்ரீ ரங்கநாதர் வீதி புதுபதூர், கோட்டூர் மலையாண்டிப்பட்டணம் கோவை மாவட்டம். (434, 138, 809, 279)
paragraph: துணை அமைப்பாளர்கள் - 1) சி. பிருந்தேசா 6/5, விநாயகர் கோவில் வீதி பிரிமியர் நகர், ஒத்தக்கல் மண்டபம், கோவை 2) செ. மனோஜ்பிரகாசா 128/36, வேலந்தாவளம் ரோடு ஒத்தக்கல்மண்டபம் கோவை 3) வே. யுவராஜ் 44/24பி, உச்சேகவுண்டர் வீதி ஒத்தக்கல்மண்டபம், கோவை. 4) ச. விக்னேஷ் 6, நேருஜி வீதி, உக்கிலிபாளையம் ஒத்தக்கல் மண்டபம், கோவை. 5) பெ. சஞ்சய்குமார் 29, நடராஜ் கவுண்டர் லே அவுட் ஒத்தக்கல் மண்டபம், கோவை-32 (434, 994, 809, 1135)
district-banner: கோவை வடக்கு மாவட்டம் (434, 1751, 810, 1787)
paragraph: அமைப்பாளர் - சு. சதீஷ்குமார் அழகு நகர், குறிச்சி (54, 156, 325, 170)
section-title: கோவைப்புதூர்பகுதி (1353, 1294, 1522, 1315)
paragraph: அமைப்பாளர் - தி. எ. விக்ரம் பழைய மதுரை வீரன் கோவில் வீதி, ஓடையகுளம் கோவை மாவட்டம். (26, 1651, 402, 1683)
paragraph: அமைப்பாளர் - ச. ராம்குமார் 9/15, முக்கந்தராக்கண்ண தேவர் வீதி இருகூர், கோவை (26, 649, 402, 681)
paragraph: துணை அமைப்பாளர்கள் - 1) ப. தினேஷ்ராஜா 3/62, கடைவீதி ரோடு, பன்னிமடை, கோவை - 641017. 2) ரா. கோகுல்கிருஷ்ணன் 3/285 பிள்ளையார் கோவில் வீதி பன்னிமடை, கோவை - 641017. 3) ர. பசபதி 2/30 கஸ்தூரிநாயக்கன்புதூர், பன்னிமடை, கோவை - 641017. 4) உ. கௌதம் 5/681, சுதீக்ஸி நகர், பன்னிமடை, கோவை - 641017. 5) ஏ. மேனுஜ் 7/504 ராகவேந்திரா நகர் ரோடு கணுவாய், கோவை - 641108. 6) ஆ. ஆர்த்தி 2/140, அம்பேத்கர் நகர், பன்னிமடை, கோவை - 641017. (841, 1212, 1217, 1353)
paragraph: துணை அமைப்பாளர்கள் - 1) அ. காசிலட்சுமி 19, விநாயகர் கோவில் வீதி, கணேசபுரம், போத்தனூர். 2) ரா. கிருஷ்ணமூர்த்தி 122, ஆதித்ராவிடர் தெரு, ரச்சனாரி, போத்தனூர், கோவை. 3) நா. அஷ்வின் மதுக்கரை ரோடு, சிட்கோ, கோவை. 4) சு. ரகின் 52சி, ராமா முத்தையா நகர், சுந்தராபுரம், கோவை. 5) ரா. மணிகண்டன் 64, ரச்சனாரி ரயில்வே கேட், கணேசபுரம், கோவை (26, 10, 402, 115)
paragraph: துணை அமைப்பாளர்கள் - 1) ம. நவநீதா 4, பி. கருப்பத்தேவர் வீதி சூலூர், கோவை 2) சே. அஜித்குமார் 6/33, சூலூர், கோவை. 3) த. சந்தோஷ்குமார் 1/200, மதியழகன் நகர், 4வது குறுக்கு வீதி, சூலூர் 4) மா. கார்த்திக் 2/28, மதியழகன் நகர் 1வது குறுக்கு வீதி, சூலூர், கோவை. 5) சு. நிர்மல்குமார் 42பி, திருச்சி ரோடு, சூலூர், கோவை. (26, 320, 402, 407)
section-title: பெரியநாயக்கன்பாளையம் மத்திய ஒன்றியம் (845, 1147, 1213, 1168)
paragraph: துணை அமைப்பாளர்கள் - 1) க. சுதாகர் 2/272, சிட்கோ பாளையம், இருப்போரை - 638459 கோவை மாவட்டம். 2) ப. பவித்ரன் 11/43 எ, எஸ்.மோளபாளையம், நால்ரோடு, பன் சேபாளையம் - 641302, கோவை மாவட்டம். 3) தரணிஷ் 90/82, மேடூர், திம்மனூர், இலுப்பநத்தம் - 641302 கோவை மாவட்டம். 4) கோகுல் 1/83, ரங்கம்பாளையம், சின்னக்கள்ளிப்பட்டி கோவை மாவட்டம். 5) மோகனபிரியா 4/11எ, சிட்டேபாளையம், பெத்திக்குட்டை - 638459, கோவை மாவட்டம். 6) மணிகண்டன் 3/228, புதுக்குட்டை மீனம்பாளையம், முடுதுறை, கோவை மாவட்டம். (841, 265, 1217, 442)
section-title: வெள்ளலூர் பேரூர் (544, 510, 699, 531)
paragraph: அமைப்பாளர் - வெ. நேதாஜி 24, ஆறுமுக செட்டியார் வீதி, பெரிய நெகமம் கோவை மாவட்டம். (434, 320, 809, 352)
paragraph: அமைப்பாளர் - சி. மதன்ராஜ் 173/எச் சிறுமுகை ரோடு, எம் ஆர் டி நகர் மேட்டுப்பாளையம், கோவை - 641301. (1249, 120, 1626, 152)
paragraph: துணை அமைப்பாளர்கள் - 1) உ. அகிலா 10/36எ, திருவி.க.வீதி, க.க.சாவடி, எட்டிமடை, கோவை. 2) ச. கோகுல் கண்ணன் இரயில்வே ஸ்டேஷன் ரோடு, டவர் தோட்டம், புங்ககவுண்டன்புதூர் எட்டிமடை 3) மு. சுதாகர் 212, மாதா காலனி, க.க.சாவடி, எட்டிமடை, கோவை. 4) ஸ்ரீ. சுஜித்குமார் 4/75, காமராஜபுரம், க.க.சாவடி, எட்டிமடை, கோவை 5) கா. சேகர் 10/30, காந்திஜி வீதி க.க. சாவடி, எட்டிமடை, கோவை (434, 1614, 809, 1737)
section-title: கண்ணம்பாளையம் பேரூர் (105, 420, 323, 440)
paragraph: அமைப்பாளர் - பி. சுகுராஜ் 2/36, சுவாமி விவேகானந்தர் குடியிருப்பு, 24 வீரபாண்டி, கோவை - 641108. (841, 957, 1217, 989)
section-title: ஆனைமலை பேரூர் (132, 1422, 296, 1443)
paragraph: அமைப்பாளர் - பா. மோகனபாண்டியன் 3/9, சூலூர், கோவை (54, 302, 386, 316)
section-title: கோட்டூர் பேரூர் (556, 73, 687, 94)
section-title: காரமடை வடக்கு ஒன்றியம் (508, 2034, 735, 2055)
section-title: குனியமுத்தூர் பகுதி (1355, 747, 1520, 768)
column-2 (419, 8, 826, 2268)
paragraph: துணை அமைப்பாளர்கள் - 1) பா. சந்தோஷ்குமார் எக்ஸ் - 500, வடக்குஹவுசிங் யூனிட், செல்வபுரம், கோவை - 26. 2) வீ. நந்தகுமார் 1/9/5, நாடார் வீதி, செல்வபுரம் கோவை - 26. 3) சி. சூர்யா 4, வடக்குஹவுசிங் யூனிட், செல்வபுரம், கோவை - 26. 4) மா. பிரதீப் 138, ஜீவாபாதை, சேரன் நகர், செல்வபுரம், கோவை - 26. 5) ஜ. முகமது சுகைல் 14, சேரன் நகர், செல்வபுரம், கோவை - 26. (1249, 1578, 1626, 1682)
paragraph: துணை அமைப்பாளர்கள் - 1) ம. நிரஞ்சன்குமார் 3/152 பஜனை கோவில் வீதி, தொட்டிபாளையம், வெள்ளமடை, கோவை - 641110. 2) மோ. பிரபாகரன் 3/97, பெரியார் நகர், கோவிந்தநாயக்கன் பாளையம், கோவை மாவட்டம். 3) சி. மனோகரன் 6/71, மேற்கு வீதி, கீரணத்தம், கோவை மாவட்டம். 4) த. அஸ்வின்குமார் 1/174, வடப்பாளை காட்டு, அகரகாரசாமக்குளம், கோவை மாவட்டம். 5) ஏ. தனபாக்கியம் 3/333 தெற்கு வீதி, தொட்டிபாளையம், வெள்ளமடை, கோவை - 641110. (841, 1631, 1217, 1772)
section-title: பெரிய நெகமம் பேரூர் (527, 292, 716, 313)
paragraph: அமைப்பாளர் - ர. ஜோதிபிரகாஷ் 11/13 எ, கணேசபுரம், சாமிசெட்டிபாளையம், கோவை - 47. (1249, 557, 1626, 589)
paragraph: அமைப்பாளர் - மு. முகமது சுபிரஹௌஸ் 11/38, பழைய மசூதி வீதி, ஆனைமலை - 642104. கோவை மாவட்டம். (26, 1451, 402, 1483)
